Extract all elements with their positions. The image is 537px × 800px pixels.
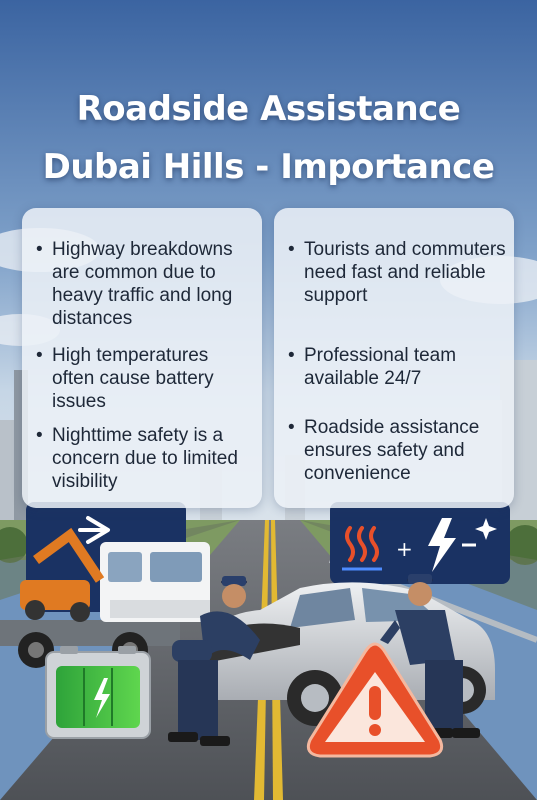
title-line-2: Dubai Hills - Importance	[42, 147, 495, 187]
plus-icon: +	[396, 537, 413, 561]
list-item: • Professional team available 24/7	[288, 344, 506, 390]
hazard-icon-panel	[330, 502, 510, 584]
list-item: • Highway breakdowns are common due to heavy traffic and long distances	[36, 238, 254, 330]
battery-icon	[46, 646, 150, 738]
list-item: • Tourists and commuters need fast and reliable support	[288, 238, 506, 307]
title-line-1: Roadside Assistance	[76, 89, 461, 129]
list-item: • Roadside assistance ensures safety and convenience	[288, 416, 506, 485]
left-info-card	[22, 208, 262, 508]
list-item: • High temperatures often cause battery issues	[36, 344, 254, 413]
list-item: • Nighttime safety is a concern due to limited visibility	[36, 424, 254, 493]
page-title	[0, 80, 537, 196]
right-info-card	[274, 208, 514, 508]
